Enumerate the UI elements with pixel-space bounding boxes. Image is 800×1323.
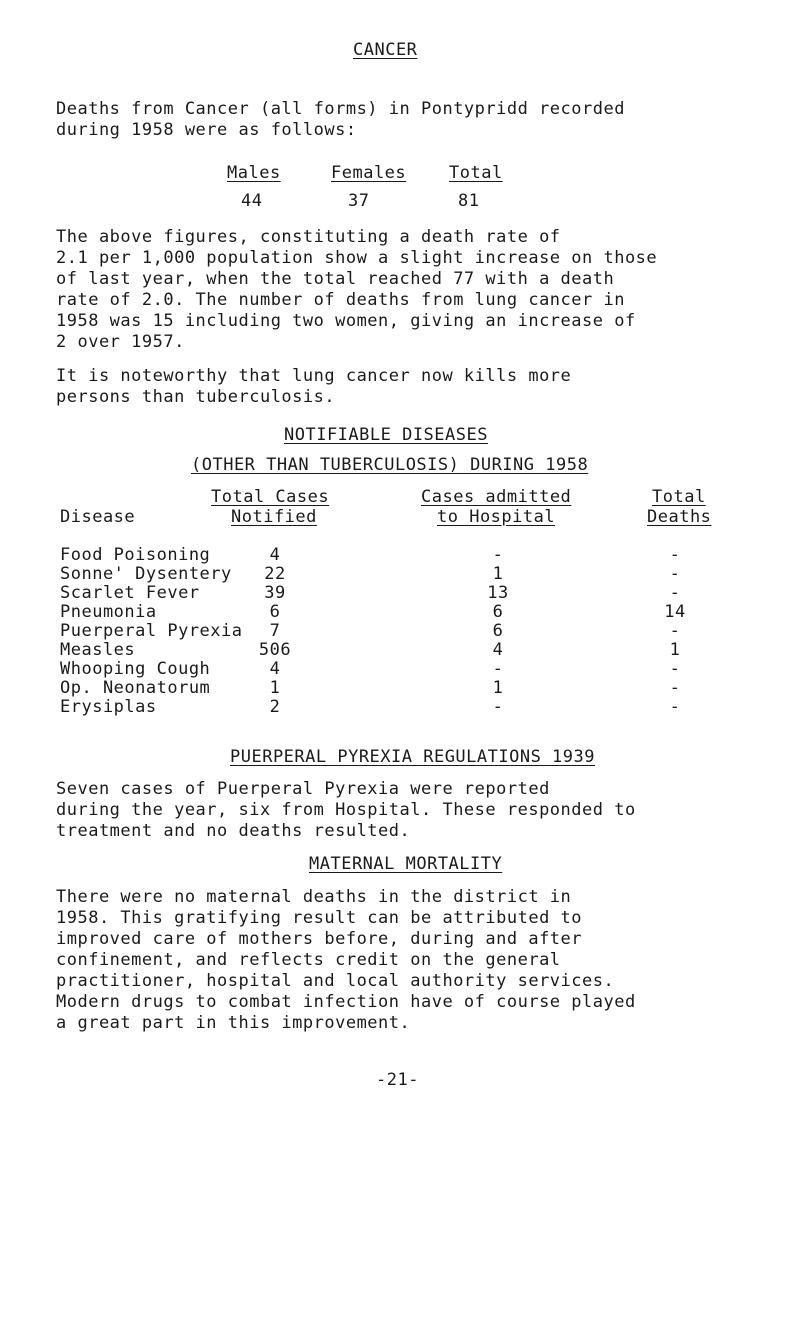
disease-name: Puerperal Pyrexia	[60, 621, 243, 641]
total-deaths: 1	[669, 640, 681, 660]
cases-notified: 22	[264, 564, 286, 584]
table-row	[0, 640, 800, 660]
cases-notified: 2	[269, 697, 281, 717]
cases-notified: 39	[264, 583, 286, 603]
total-deaths: 14	[664, 602, 686, 622]
disease-name: Sonne' Dysentery	[60, 564, 232, 584]
females-header: Females	[331, 163, 407, 183]
notifiable-subtitle: (OTHER THAN TUBERCULOSIS) DURING 1958	[191, 455, 589, 475]
cases-admitted: -	[492, 697, 504, 717]
table-row	[0, 659, 800, 679]
disease-name: Food Poisoning	[60, 545, 211, 565]
total-deaths: -	[669, 564, 681, 584]
males-value: 44	[241, 191, 263, 211]
total-value: 81	[458, 191, 480, 211]
cases-admitted: 6	[492, 602, 504, 622]
disease-name: Whooping Cough	[60, 659, 211, 679]
cases-admitted: -	[492, 545, 504, 565]
disease-name: Pneumonia	[60, 602, 157, 622]
table-row	[0, 697, 800, 717]
col-notified-header-1: Total Cases	[211, 487, 330, 507]
cases-notified: 4	[269, 545, 281, 565]
cases-notified: 6	[269, 602, 281, 622]
table-row	[0, 564, 800, 584]
males-header: Males	[227, 163, 281, 183]
cases-admitted: 1	[492, 564, 504, 584]
page-title: CANCER	[353, 40, 418, 60]
total-deaths: -	[669, 659, 681, 679]
table-row	[0, 602, 800, 622]
total-deaths: -	[669, 678, 681, 698]
puerperal-title: PUERPERAL PYREXIA REGULATIONS 1939	[230, 747, 595, 767]
cases-notified: 7	[269, 621, 281, 641]
page-number: -21-	[376, 1070, 419, 1090]
disease-name: Op. Neonatorum	[60, 678, 211, 698]
total-deaths: -	[669, 621, 681, 641]
table-row	[0, 583, 800, 603]
table-row	[0, 678, 800, 698]
notifiable-title: NOTIFIABLE DISEASES	[284, 425, 488, 445]
table-row	[0, 621, 800, 641]
cases-notified: 506	[258, 640, 292, 660]
total-header: Total	[449, 163, 503, 183]
cases-notified: 4	[269, 659, 281, 679]
disease-name: Erysiplas	[60, 697, 157, 717]
total-deaths: -	[669, 545, 681, 565]
col-deaths-header-1: Total	[652, 487, 706, 507]
total-deaths: -	[669, 697, 681, 717]
cancer-paragraph-2: It is noteworthy that lung cancer now kills more persons than tuberculosis.	[56, 366, 572, 407]
col-admitted-header-2: to Hospital	[437, 507, 556, 527]
col-deaths-header-2: Deaths	[647, 507, 712, 527]
disease-name: Scarlet Fever	[60, 583, 200, 603]
puerperal-paragraph: Seven cases of Puerperal Pyrexia were reported during the year, six from Hospital. These responded to treatment and no deaths resulted.	[56, 779, 636, 841]
cancer-intro: Deaths from Cancer (all forms) in Pontypridd recorded during 1958 were as follows:	[56, 99, 625, 140]
cancer-paragraph-1: The above figures, constituting a death rate of 2.1 per 1,000 population show a slight increase on those of last year, when the total reached 77 with a death rate of 2.0. The number of deaths from lung cancer in 1958 was 15 including two women, giving an increase of 2 over 1957.	[56, 227, 658, 352]
table-row	[0, 545, 800, 565]
disease-name: Measles	[60, 640, 136, 660]
cases-admitted: 13	[487, 583, 509, 603]
col-disease-header: Disease	[60, 507, 136, 527]
females-value: 37	[348, 191, 370, 211]
cases-admitted: 6	[492, 621, 504, 641]
total-deaths: -	[669, 583, 681, 603]
col-notified-header-2: Notified	[231, 507, 317, 527]
cases-admitted: 4	[492, 640, 504, 660]
cases-notified: 1	[269, 678, 281, 698]
maternal-paragraph: There were no maternal deaths in the district in 1958. This gratifying result can be attributed to improved care of mothers before, during and after confinement, and reflects credit on the general practitioner, hospital and local authority services. Modern drugs to combat infection have of course played a great part in this improvement.	[56, 887, 636, 1033]
cases-admitted: -	[492, 659, 504, 679]
cases-admitted: 1	[492, 678, 504, 698]
col-admitted-header-1: Cases admitted	[421, 487, 572, 507]
maternal-title: MATERNAL MORTALITY	[309, 854, 503, 874]
